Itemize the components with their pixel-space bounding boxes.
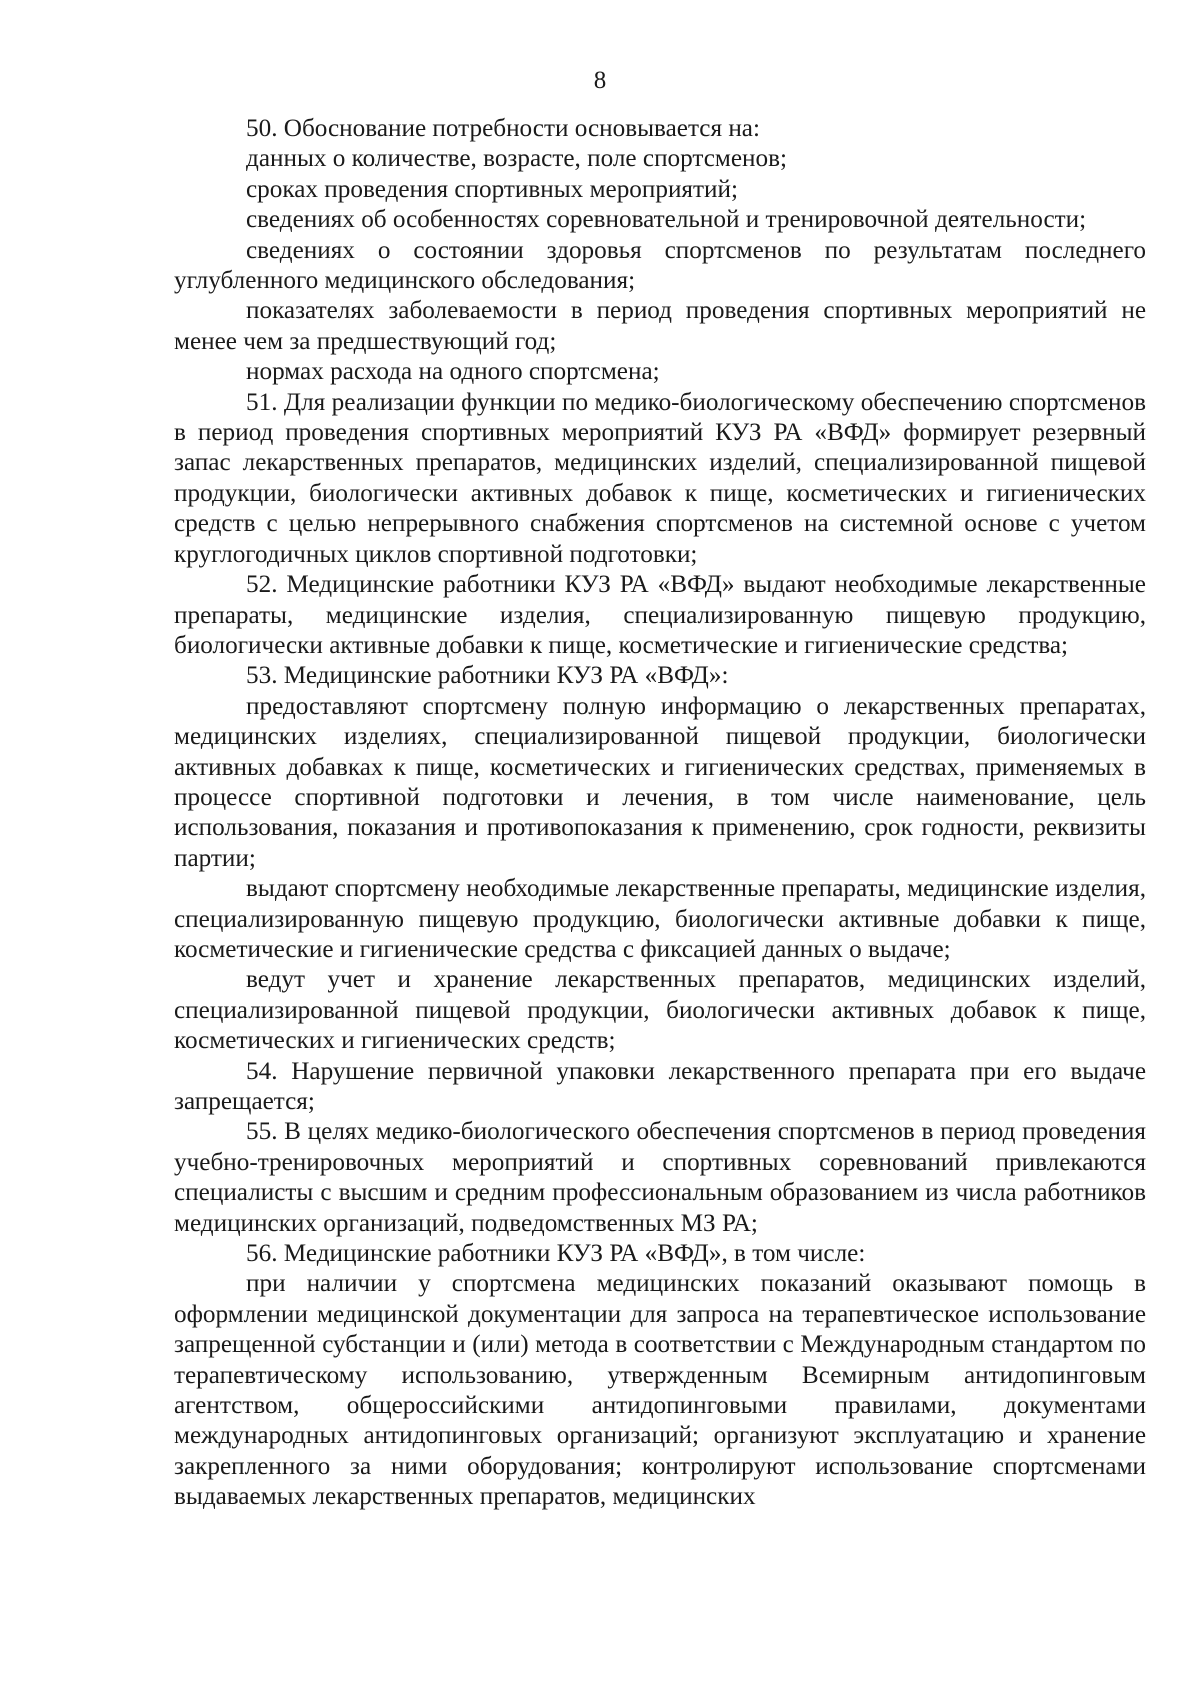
paragraph-53-item-3: ведут учет и хранение лекарственных препаратов, медицинских изделий, специализированной пищевой продукции, биологически активных добавок к пище, косметических и гигиенических средств; bbox=[174, 966, 1146, 1055]
paragraph-53-intro: 53. Медицинские работники КУЗ РА «ВФД»: bbox=[246, 662, 729, 690]
paragraph-50-item-5: показателях заболеваемости в период проведения спортивных мероприятий не менее чем за предшествующий год; bbox=[174, 297, 1146, 355]
paragraph-55: 55. В целях медико-биологического обеспечения спортсменов в период проведения учебно-тренировочных мероприятий и спортивных соревнований привлекаются специалисты с высшим и средним профессиональным образованием из числа работников медицинских организаций, подведомственных МЗ РА; bbox=[174, 1118, 1146, 1237]
paragraph-51: 51. Для реализации функции по медико-биологическому обеспечению спортсменов в период проведения спортивных мероприятий КУЗ РА «ВФД» формирует резервный запас лекарственных препаратов, медицинских изделий, специализированной пищевой продукции, биологически активных добавок к пище, косметических и гигиенических средств с целью непрерывного снабжения спортсменов на системной основе с учетом круглогодичных циклов спортивной подготовки; bbox=[174, 388, 1146, 568]
paragraph-56-intro: 56. Медицинские работники КУЗ РА «ВФД», в том числе: bbox=[246, 1240, 866, 1268]
paragraph-50-intro: 50. Обоснование потребности основывается на: bbox=[246, 115, 760, 142]
paragraph-52: 52. Медицинские работники КУЗ РА «ВФД» выдают необходимые лекарственные препараты, медицинские изделия, специализированную пищевую продукцию, биологически активные добавки к пище, косметические и гигиенические средства; bbox=[174, 571, 1146, 659]
page-number: 8 bbox=[593, 67, 607, 94]
paragraph-54: 54. Нарушение первичной упаковки лекарственного препарата при его выдаче запрещается; bbox=[174, 1057, 1146, 1115]
paragraph-50-item-1: данных о количестве, возрасте, поле спортсменов; bbox=[246, 145, 787, 173]
paragraph-50-item-6: нормах расхода на одного спортсмена; bbox=[246, 358, 660, 386]
paragraph-50-item-3: сведениях об особенностях соревновательной и тренировочной деятельности; bbox=[246, 206, 1087, 234]
paragraph-56-item-1: при наличии у спортсмена медицинских показаний оказывают помощь в оформлении медицинской документации для запроса на терапевтическое использование запрещенной субстанции и (или) метода в соответствии с Международным стандартом по терапевтическому использованию, утвержденным Всемирным антидопинговым агентством, общероссийскими антидопинговыми правилами, документами международных антидопинговых организаций; организуют эксплуатацию и хранение закрепленного за ними оборудования; контролируют использование спортсменами выдаваемых лекарственных препаратов, медицинских bbox=[174, 1270, 1146, 1511]
paragraph-50-item-4: сведениях о состоянии здоровья спортсменов по результатам последнего углубленного медицинского обследования; bbox=[174, 236, 1146, 295]
paragraph-53-item-2: выдают спортсмену необходимые лекарственные препараты, медицинские изделия, специализированную пищевую продукцию, биологически активные добавки к пище, косметические и гигиенические средства с фиксацией данных о выдаче; bbox=[174, 875, 1146, 963]
document-body bbox=[174, 114, 1146, 1513]
paragraph-50-item-2: сроках проведения спортивных мероприятий; bbox=[246, 175, 738, 203]
paragraph-53-item-1: предоставляют спортсмену полную информацию о лекарственных препаратах, медицинских изделиях, специализированной пищевой продукции, биологически активных добавках к пище, косметических и гигиенических средствах, применяемых в процессе спортивной подготовки и лечения, в том числе наименование, цель использования, показания и противопоказания к применению, срок годности, реквизиты партии; bbox=[174, 692, 1146, 872]
